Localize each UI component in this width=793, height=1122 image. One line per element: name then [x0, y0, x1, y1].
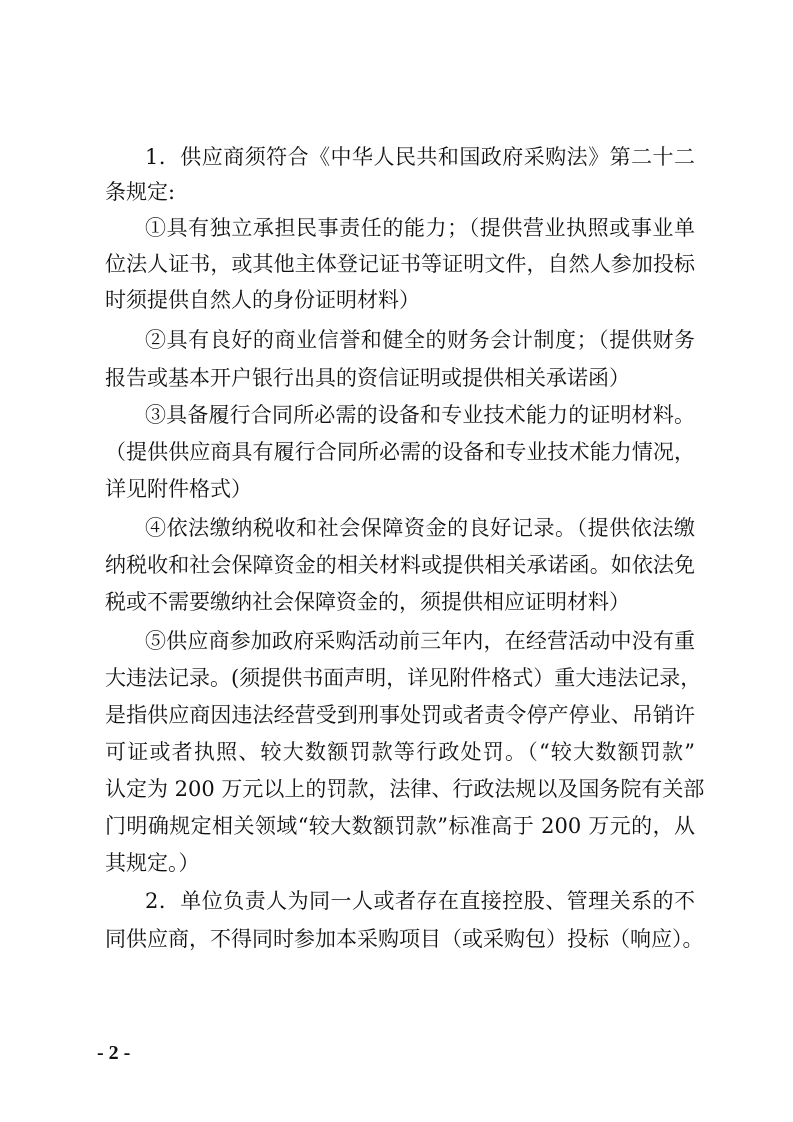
paragraph-line: 报告或基本开户银行出具的资信证明或提供相关承诺函）	[105, 366, 630, 390]
paragraph-line: 条规定:	[105, 180, 176, 204]
paragraph-line: （提供供应商具有履行合同所必需的设备和专业技术能力情况，	[105, 440, 695, 464]
paragraph-line: 纳税收和社会保障资金的相关材料或提供相关承诺函。如依法免	[105, 553, 695, 577]
paragraph-line: 详见附件格式）	[105, 477, 252, 501]
page-number: - 2 -	[97, 1042, 131, 1064]
paragraph-line: 是指供应商因违法经营受到刑事处罚或者责令停产停业、吊销许	[105, 703, 695, 727]
paragraph-line: 位法人证书，或其他主体登记证书等证明文件，自然人参加投标	[105, 252, 695, 276]
paragraph-line: 其规定。）	[105, 851, 200, 875]
paragraph-line: 认定为 200 万元以上的罚款，法律、行政法规以及国务院有关部	[105, 777, 705, 801]
paragraph-line: 大违法记录。(须提供书面声明，详见附件格式）重大违法记录，	[105, 666, 702, 690]
paragraph-line: 门明确规定相关领域“较大数额罚款”标准高于 200 万元的，从	[105, 814, 695, 838]
paragraph-line: 税或不需要缴纳社会保障资金的，须提供相应证明材料）	[105, 590, 630, 614]
paragraph-line: 2．单位负责人为同一人或者存在直接控股、管理关系的不	[145, 889, 695, 913]
paragraph-line: ⑤供应商参加政府采购活动前三年内，在经营活动中没有重	[145, 629, 695, 653]
paragraph-line: ①具有独立承担民事责任的能力；（提供营业执照或事业单	[145, 216, 695, 240]
paragraph-line: 1．供应商须符合《中华人民共和国政府采购法》第二十二	[145, 145, 695, 169]
paragraph-line: ③具备履行合同所必需的设备和专业技术能力的证明材料。	[145, 403, 695, 427]
paragraph-line: 同供应商，不得同时参加本采购项目（或采购包）投标（响应）。	[105, 927, 704, 951]
paragraph-line: ②具有良好的商业信誉和健全的财务会计制度；（提供财务	[145, 328, 695, 352]
paragraph-line: 可证或者执照、较大数额罚款等行政处罚。（“较大数额罚款”	[105, 740, 695, 764]
paragraph-line: 时须提供自然人的身份证明材料）	[105, 288, 420, 312]
paragraph-line: ④依法缴纳税收和社会保障资金的良好记录。（提供依法缴	[145, 516, 695, 540]
